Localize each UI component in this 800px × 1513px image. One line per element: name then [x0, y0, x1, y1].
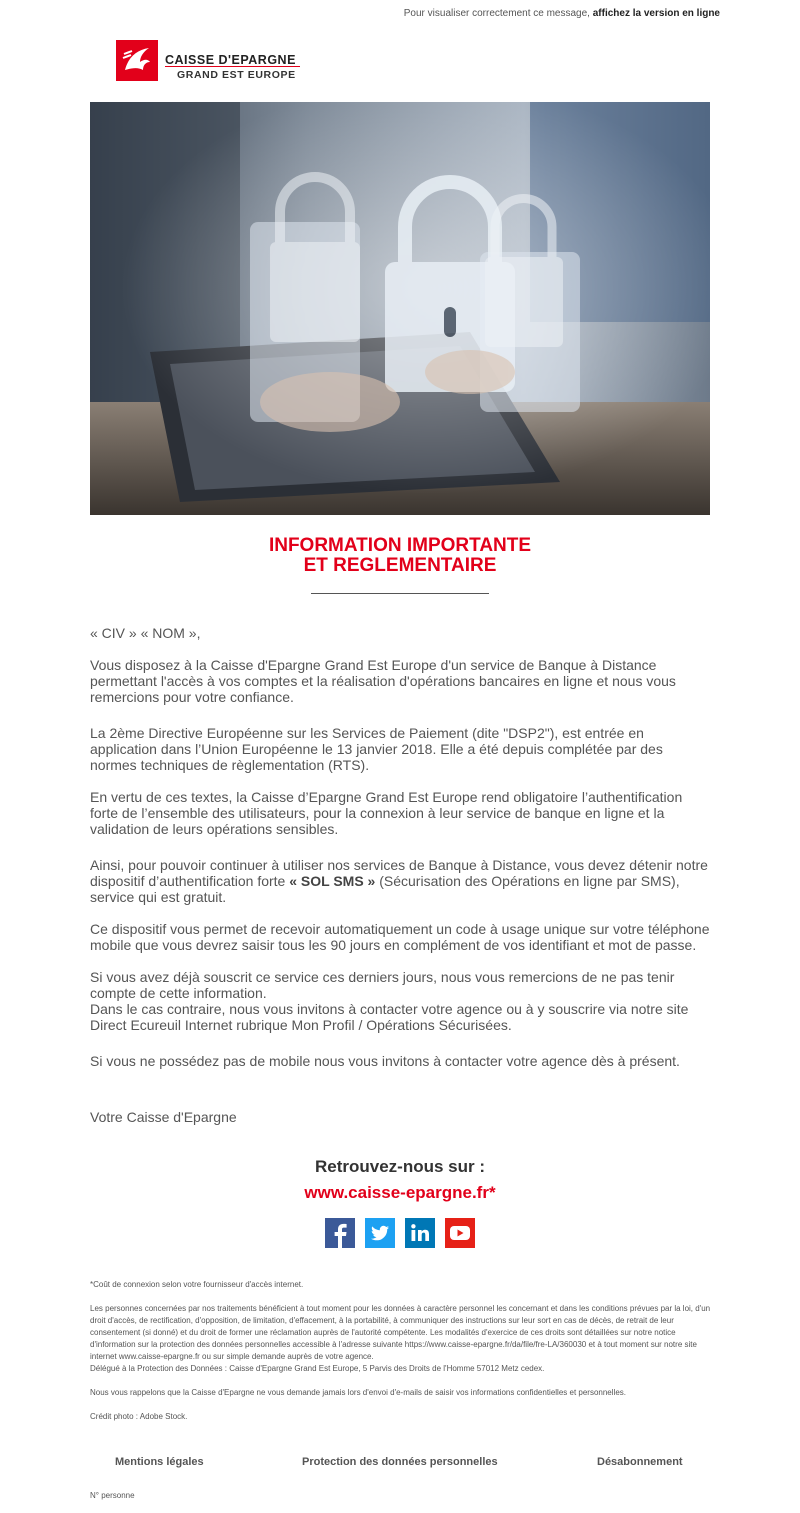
paragraph-4-start: Ainsi, pour pouvoir continuer à utiliser nos services de Banque à Distance, vous devez détenir notre dispositif d’authentification forte — [90, 857, 708, 889]
paragraph-1: Vous disposez à la Caisse d'Epargne Grand Est Europe d'un service de Banque à Distance permettant l'accès à vos comptes et la réalisation d'opérations bancaires en ligne et nous vous remercions pour votre confiance. — [90, 657, 676, 705]
squirrel-logo-icon — [116, 40, 306, 82]
paragraph-7: Si vous ne possédez pas de mobile nous vous invitons à contacter votre agence dès à présent. — [90, 1053, 680, 1069]
sol-sms-label: « SOL SMS » — [289, 873, 376, 889]
greeting: « CIV » « NOM », — [90, 625, 201, 641]
mentions-legales-link[interactable]: Mentions légales — [115, 1456, 204, 1468]
paragraph-5: Ce dispositif vous permet de recevoir automatiquement un code à usage unique sur votre téléphone mobile que vous devrez saisir tous les 90 jours en complément de vos identifiant et mot de passe. — [90, 921, 710, 953]
paragraph-2: La 2ème Directive Européenne sur les Services de Paiement (dite "DSP2"), est entrée en application dans l’Union Européenne le 13 janvier 2018. Elle a été depuis complétée par des normes techniques de règlementation (RTS). — [90, 725, 663, 773]
legal-photo-credit: Crédit photo : Adobe Stock. — [90, 1412, 188, 1421]
online-version-link[interactable]: affichez la version en ligne — [592, 8, 720, 19]
title-divider — [311, 593, 489, 594]
unsubscribe-link[interactable]: Désabonnement — [597, 1456, 683, 1468]
youtube-icon[interactable] — [445, 1218, 475, 1248]
website-link[interactable]: www.caisse-epargne.fr* — [304, 1183, 496, 1202]
hero-laptop-security-illustration — [90, 102, 710, 515]
legal-reminder: Nous vous rappelons que la Caisse d'Epargne ne vous demande jamais lors d'envoi d'e-mails de saisir vos informations confidentielles et personnelles. — [90, 1388, 626, 1397]
paragraph-3: En vertu de ces textes, la Caisse d’Epargne Grand Est Europe rend obligatoire l’authentification forte de l’ensemble des utilisateurs, pour la connexion à leur service de banque en ligne et la validation de leurs opérations sensibles. — [90, 789, 683, 837]
paragraph-4-end: (Sécurisation des Opérations en ligne par SMS), service qui est gratuit. — [90, 873, 680, 905]
message-body — [90, 625, 712, 1125]
paragraph-6b: Dans le cas contraire, nous vous invitons à contacter votre agence ou à y souscrire via notre site Direct Ecureuil Internet rubrique Mon Profil / Opérations Sécurisées. — [90, 1001, 689, 1033]
person-number: N° personne — [90, 1491, 135, 1500]
follow-us — [90, 1157, 710, 1204]
caisse-epargne-logo[interactable] — [116, 40, 306, 82]
paragraph-6a: Si vous avez déjà souscrit ce service ces derniers jours, nous vous remercions de ne pas tenir compte de cette information. — [90, 969, 675, 1001]
footer-links — [90, 1456, 710, 1470]
linkedin-icon[interactable] — [405, 1218, 435, 1248]
legal-dpo: Délégué à la Protection des Données : Caisse d'Epargne Grand Est Europe, 5 Parvis des Droits de l'Homme 57012 Metz cedex. — [90, 1364, 545, 1373]
page-title — [90, 536, 710, 576]
preheader — [404, 8, 720, 19]
logo-line1: CAISSE D'EPARGNE — [165, 53, 296, 67]
title-line1: INFORMATION IMPORTANTE — [268, 535, 532, 556]
signature: Votre Caisse d'Epargne — [90, 1109, 237, 1125]
legal-rights: Les personnes concernées par nos traitements bénéficient à tout moment pour les données à caractère personnel les concernant et dans les conditions prévues par la loi, d'un droit d'accès, de rectification, d'opposition, de limitation, d'effacement, à la portabilité, à communiquer des instructions sur leur sort en cas de décès, de retrait de leur consentement (si donné) et du droit de former une réclamation auprès de l'autorité compétente. Les modalités d'exercice de ces droits sont détaillées sur notre notice d'information sur la protection des données personnelles accessible à l'adresse suivante https://www.caisse-epargne.fr/da/file/fre-LA/360030 et à tout moment sur notre site internet www.caisse-epargne.fr ou sur simple demande auprès de votre agence. — [90, 1304, 711, 1361]
legal-notice — [90, 1279, 712, 1423]
title-line2: ET REGLEMENTAIRE — [303, 555, 497, 576]
preheader-text: Pour visualiser correctement ce message, — [403, 8, 593, 19]
logo-line2: GRAND EST EUROPE — [177, 69, 296, 81]
facebook-icon[interactable] — [325, 1218, 355, 1248]
hero-image — [90, 102, 710, 515]
follow-heading: Retrouvez-nous sur : — [314, 1157, 486, 1176]
legal-cost: *Coût de connexion selon votre fournisseur d'accès internet. — [90, 1280, 304, 1289]
paragraph-4 — [90, 857, 712, 905]
data-protection-link[interactable]: Protection des données personnelles — [302, 1456, 498, 1468]
twitter-icon[interactable] — [365, 1218, 395, 1248]
social-links — [325, 1218, 475, 1248]
